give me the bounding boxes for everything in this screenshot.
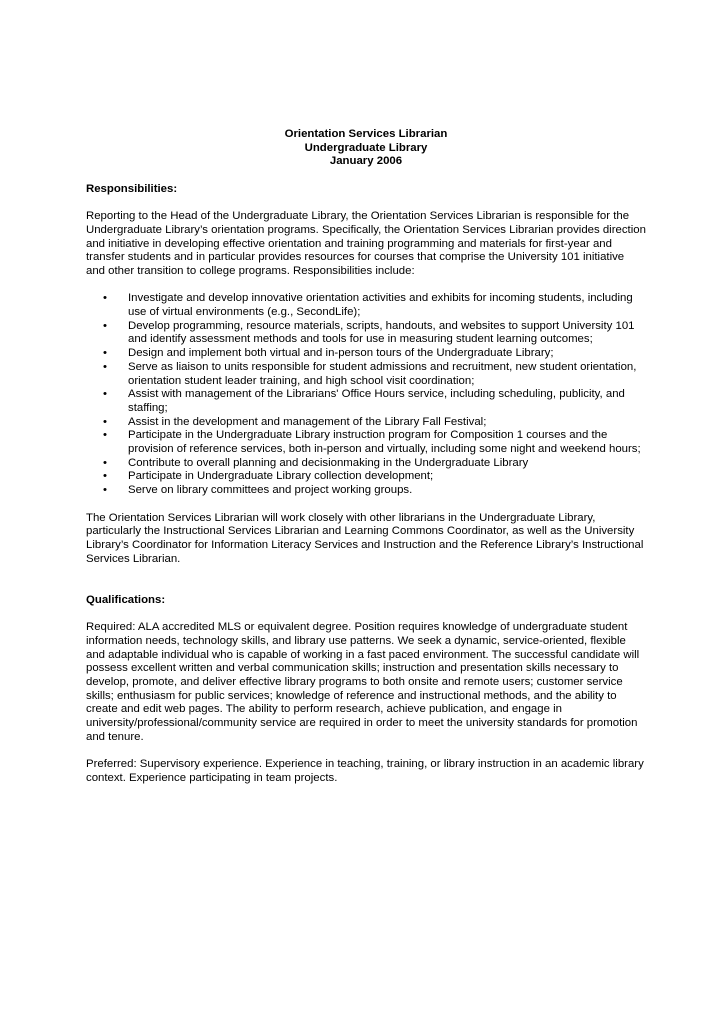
preferred-qualifications: Preferred: Supervisory experience. Experience in teaching, training, or library instruction in an academic library context. Experience participating in team projects.	[86, 758, 644, 784]
document-page	[86, 128, 646, 786]
bullet-icon: •	[103, 388, 107, 401]
bullet-icon: •	[103, 292, 107, 305]
bullet-icon: •	[103, 360, 107, 373]
list-item-text: Investigate and develop innovative orientation activities and exhibits for incoming students, including use of virtual environments (e.g., SecondLife);	[128, 292, 633, 319]
qualifications-heading: Qualifications:	[86, 593, 166, 606]
list-item-text: Serve as liaison to units responsible for student admissions and recruitment, new student orientation, orientation student leader training, and high school visit coordination;	[128, 360, 637, 387]
list-item-text: Design and implement both virtual and in-person tours of the Undergraduate Library;	[128, 347, 554, 360]
bullet-icon: •	[103, 484, 107, 497]
list-item-text: Participate in Undergraduate Library collection development;	[128, 470, 434, 483]
bullet-icon: •	[103, 429, 107, 442]
list-item	[86, 457, 646, 471]
bullet-icon: •	[103, 347, 107, 360]
document-date: January 2006	[329, 155, 403, 168]
list-item	[86, 292, 646, 319]
list-item-text: Develop programming, resource materials, scripts, handouts, and websites to support University 101 and identify assessment methods and tools for use in measuring student learning outcomes;	[128, 319, 635, 346]
job-title: Orientation Services Librarian	[284, 128, 448, 140]
responsibilities-heading: Responsibilities:	[86, 182, 178, 195]
bullet-icon: •	[103, 470, 107, 483]
document-header	[86, 128, 646, 169]
responsibilities-intro: Reporting to the Head of the Undergraduate Library, the Orientation Services Librarian is responsible for the Undergraduate Library’s orientation programs. Specifically, the Orientation Services Librarian provides direction and initiative in developing effective orientation and training programming and materials for first-year and transfer students and in particular provides resources for courses that comprise the University 101 initiative and other transition to college programs. Responsibilities include:	[86, 210, 646, 277]
list-item	[86, 470, 646, 484]
list-item	[86, 484, 646, 498]
department-name: Undergraduate Library	[304, 141, 428, 154]
list-item-text: Participate in the Undergraduate Library instruction program for Composition 1 courses and the provision of reference services, both in-person and virtually, including some night and weekend hours;	[128, 429, 641, 456]
list-item	[86, 416, 646, 430]
list-item	[86, 320, 646, 347]
list-item	[86, 429, 646, 456]
list-item-text: Contribute to overall planning and decisionmaking in the Undergraduate Library	[128, 456, 529, 469]
list-item-text: Serve on library committees and project working groups.	[128, 484, 413, 497]
bullet-icon: •	[103, 456, 107, 469]
list-item	[86, 347, 646, 361]
bullet-icon: •	[103, 319, 107, 332]
responsibilities-closing: The Orientation Services Librarian will work closely with other librarians in the Undergraduate Library, particularly the Instructional Services Librarian and Learning Commons Coordinator, as well as the University Library’s Coordinator for Information Literacy Services and Instruction and the Reference Library’s Instructional Services Librarian.	[86, 511, 644, 565]
required-qualifications: Required: ALA accredited MLS or equivalent degree. Position requires knowledge of undergraduate student information needs, technology skills, and library use patterns. We seek a dynamic, service-oriented, flexible and adaptable individual who is capable of working in a fast paced environment. The successful candidate will possess excellent written and verbal communication skills; instruction and presentation skills necessary to develop, promote, and deliver effective library programs to both onsite and remote users; customer service skills; enthusiasm for public services; knowledge of reference and instructional methods, and the ability to create and edit web pages. The ability to perform research, achieve publication, and engage in university/professional/community service are required in order to meet the university standards for promotion and tenure.	[86, 621, 640, 743]
responsibilities-list	[86, 292, 646, 498]
list-item	[86, 388, 646, 415]
bullet-icon: •	[103, 415, 107, 428]
list-item-text: Assist with management of the Librarians' Office Hours service, including scheduling, publicity, and staffing;	[128, 388, 625, 414]
list-item	[86, 361, 646, 388]
list-item-text: Assist in the development and management of the Library Fall Festival;	[128, 415, 487, 428]
